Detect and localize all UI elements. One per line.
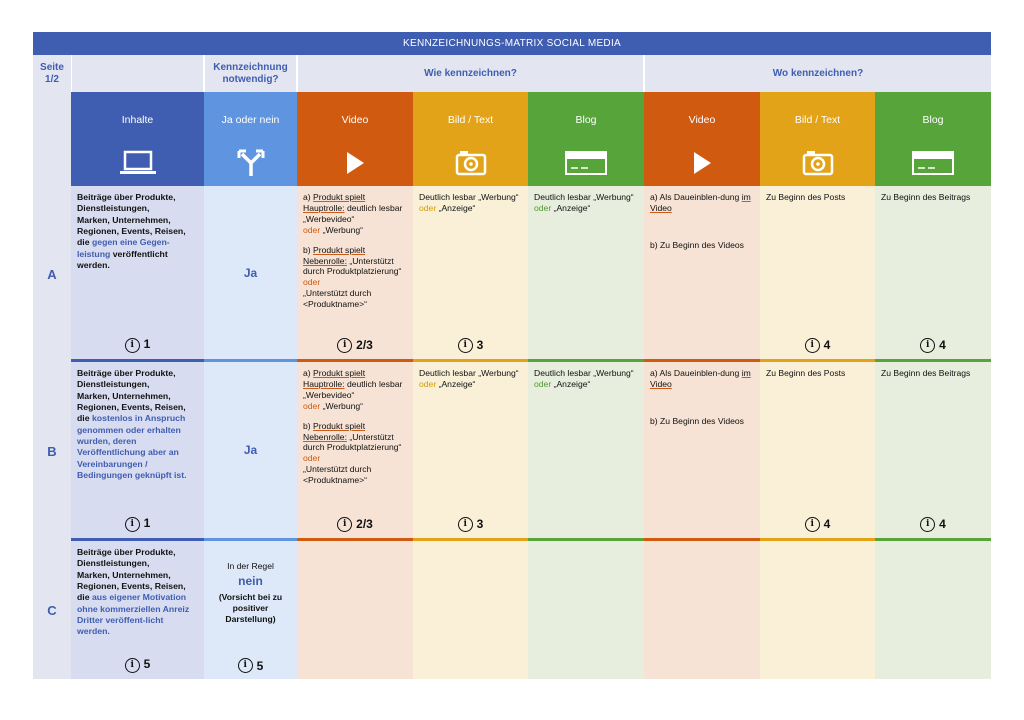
row-b-where-video-a-underlined: im Video bbox=[650, 368, 751, 389]
row-c-where-video bbox=[644, 541, 760, 679]
blog-icon bbox=[875, 148, 991, 178]
tile-where-blog bbox=[875, 92, 991, 186]
row-a-how-video-b-text: „Unterstützt durch Produktplatzierung“ bbox=[303, 255, 402, 277]
row-b-content bbox=[71, 362, 204, 541]
row-a-how-video-a-alt: „Werbung“ bbox=[320, 224, 364, 235]
row-b-content-line-2: Dienstleistungen, bbox=[77, 379, 150, 390]
row-b-where-video-a-pre: a) Als Daueinblen-dung bbox=[650, 368, 742, 378]
row-label-c: C bbox=[33, 541, 71, 679]
row-b-how-bild-note-ref: 3 bbox=[476, 516, 484, 531]
row-b-how-blog bbox=[528, 362, 644, 541]
row-b-how-bild-oder: oder bbox=[419, 378, 437, 389]
info-icon: i bbox=[125, 338, 140, 353]
row-c-content-line-3: Marken, Unternehmen, bbox=[77, 569, 171, 580]
fork-icon bbox=[204, 148, 297, 178]
row-a-where-blog-note[interactable] bbox=[875, 336, 991, 353]
info-icon: i bbox=[125, 658, 140, 673]
row-b-how-video-a-num: a) bbox=[303, 368, 314, 378]
tile-how-blog bbox=[528, 92, 644, 186]
row-a-how-bild-text: Deutlich lesbar „Werbung“ bbox=[419, 192, 519, 202]
tile-inhalte-label: Inhalte bbox=[121, 114, 154, 126]
row-a-where-blog-text: Zu Beginn des Beitrags bbox=[881, 192, 971, 202]
tile-ja-nein-label: Ja oder nein bbox=[221, 114, 280, 126]
row-c-content-highlight: aus eigener Motivation ohne kommerziellen Anreiz Dritter veröffent-licht werden. bbox=[77, 592, 190, 637]
row-a-how-video-note-ref: 2/3 bbox=[356, 337, 373, 352]
row-b-content-line-4: Regionen, Events, Reisen, bbox=[77, 401, 186, 412]
row-b-content-line-1: Beiträge über Produkte, bbox=[77, 368, 176, 378]
row-c-content-line-4: Regionen, Events, Reisen, bbox=[77, 580, 186, 591]
row-c-note[interactable] bbox=[71, 656, 204, 673]
row-c-content-line-2: Dienstleistungen, bbox=[77, 558, 150, 569]
row-b-how-video-b-num: b) bbox=[303, 420, 314, 431]
tile-where-bild-label: Bild / Text bbox=[794, 114, 841, 126]
info-icon: i bbox=[458, 517, 473, 532]
camera-icon bbox=[413, 148, 528, 178]
info-icon: i bbox=[337, 338, 352, 353]
row-c-need bbox=[204, 541, 297, 679]
info-icon: i bbox=[238, 658, 253, 673]
row-a-how-blog-text: Deutlich lesbar „Werbung“ bbox=[534, 192, 634, 202]
header-need: Kennzeichnung notwendig? bbox=[204, 55, 296, 92]
row-a-how-bild bbox=[413, 186, 528, 362]
row-a-how-video-b-oder: oder bbox=[303, 277, 321, 288]
row-b-how-video-a-text: deutlich lesbar „Werbevideo“ bbox=[303, 378, 403, 400]
row-b-where-blog-note[interactable] bbox=[875, 515, 991, 532]
row-a-how-video-b-num: b) bbox=[303, 244, 314, 255]
info-icon: i bbox=[805, 338, 820, 353]
row-c-how-video bbox=[297, 541, 413, 679]
row-label-b: B bbox=[33, 362, 71, 541]
row-c-where-bild bbox=[760, 541, 875, 679]
info-icon: i bbox=[920, 338, 935, 353]
row-a-where-bild-text: Zu Beginn des Posts bbox=[766, 192, 846, 202]
row-a-how-blog bbox=[528, 186, 644, 362]
row-a-where-video-b: b) Zu Beginn des Videos bbox=[650, 239, 744, 250]
info-icon: i bbox=[920, 517, 935, 532]
row-b-how-blog-oder: oder bbox=[534, 378, 552, 389]
row-a-how-video-a-oder: oder bbox=[303, 224, 321, 235]
row-b-how-blog-text: Deutlich lesbar „Werbung“ bbox=[534, 368, 634, 378]
row-a-how-bild-note-ref: 3 bbox=[476, 337, 484, 352]
row-a-how-bild-alt: „Anzeige“ bbox=[436, 202, 476, 213]
row-b-where-bild-note[interactable] bbox=[760, 515, 875, 532]
row-a-content-pre: die bbox=[77, 237, 92, 248]
row-c-need-value: nein bbox=[238, 574, 263, 588]
row-c-need-note[interactable] bbox=[204, 656, 297, 673]
row-a-how-blog-alt: „Anzeige“ bbox=[551, 202, 591, 213]
blog-icon bbox=[528, 148, 644, 178]
row-c-content-line-1: Beiträge über Produkte, bbox=[77, 547, 176, 557]
row-a-how-video bbox=[297, 186, 413, 362]
page-indicator: Seite 1/2 bbox=[33, 55, 71, 92]
row-a-where-bild-note-ref: 4 bbox=[823, 337, 831, 352]
row-b-where-bild bbox=[760, 362, 875, 541]
tile-where-video-label: Video bbox=[688, 114, 716, 126]
row-b-how-bild bbox=[413, 362, 528, 541]
row-c-note-ref: 5 bbox=[143, 657, 151, 672]
row-c-where-blog bbox=[875, 541, 991, 679]
row-a-how-blog-oder: oder bbox=[534, 202, 552, 213]
header-blank bbox=[71, 55, 203, 92]
row-a-where-blog bbox=[875, 186, 991, 362]
row-a-how-video-note[interactable] bbox=[297, 336, 413, 353]
tile-how-bild-label: Bild / Text bbox=[447, 114, 494, 126]
tile-how-blog-label: Blog bbox=[575, 114, 597, 126]
row-c-how-blog bbox=[528, 541, 644, 679]
row-b-how-video-a-oder: oder bbox=[303, 400, 321, 411]
row-b-content-highlight: kostenlos in Anspruch genommen oder erhalten wurden, deren Veröffentlichung aber an Vereinbarungen / Bedingungen geknüpft ist. bbox=[77, 413, 187, 480]
row-c-need-note-ref: 5 bbox=[256, 658, 264, 673]
row-a-content-line-2: Dienstleistungen, bbox=[77, 203, 150, 214]
tile-inhalte bbox=[71, 92, 204, 186]
row-b-how-blog-alt: „Anzeige“ bbox=[551, 378, 591, 389]
tile-where-video bbox=[644, 92, 760, 186]
row-a-content-post: veröffentlicht werden. bbox=[77, 248, 168, 270]
row-b-how-video-b-text: „Unterstützt durch Produktplatzierung“ bbox=[303, 431, 402, 453]
row-c-content-pre: die bbox=[77, 592, 92, 603]
row-a-how-video-b-underlined: Produkt spielt Nebenrolle: bbox=[303, 244, 366, 266]
row-a-how-video-a-underlined: Produkt spielt Hauptrolle: bbox=[303, 192, 366, 213]
row-c-how-bild bbox=[413, 541, 528, 679]
row-a-content-line-3: Marken, Unternehmen, bbox=[77, 214, 171, 225]
info-icon: i bbox=[805, 517, 820, 532]
row-b-where-blog-note-ref: 4 bbox=[939, 516, 946, 531]
row-a-where-video-a-underlined: im Video bbox=[650, 192, 751, 213]
row-b-need bbox=[204, 362, 297, 541]
row-b-note-ref: 1 bbox=[143, 516, 151, 531]
row-a-where-video bbox=[644, 186, 760, 362]
tile-how-bild bbox=[413, 92, 528, 186]
row-a-note-ref: 1 bbox=[143, 337, 151, 352]
row-a-how-video-a-num: a) bbox=[303, 192, 314, 202]
row-a-how-bild-oder: oder bbox=[419, 202, 437, 213]
row-a-note[interactable] bbox=[71, 336, 204, 353]
row-a-how-video-b-alt: „Unterstützt durch <Produktname>“ bbox=[303, 288, 372, 310]
row-b-how-video-b-alt: „Unterstützt durch <Produktname>“ bbox=[303, 464, 372, 486]
row-a-content bbox=[71, 186, 204, 362]
row-b-where-blog-text: Zu Beginn des Beitrags bbox=[881, 368, 971, 378]
info-icon: i bbox=[458, 338, 473, 353]
row-b-content-pre: die bbox=[77, 413, 92, 424]
row-a-where-video-a-pre: a) Als Daueinblen-dung bbox=[650, 192, 742, 202]
row-b-how-bild-text: Deutlich lesbar „Werbung“ bbox=[419, 368, 519, 378]
row-b-how-video-b-oder: oder bbox=[303, 453, 321, 464]
tile-how-video bbox=[297, 92, 413, 186]
row-b-note[interactable] bbox=[71, 515, 204, 532]
row-b-how-video-b-underlined: Produkt spielt Nebenrolle: bbox=[303, 420, 366, 442]
matrix-title: KENNZEICHNUNGS-MATRIX SOCIAL MEDIA bbox=[33, 32, 991, 55]
row-a-need-value: Ja bbox=[243, 265, 258, 280]
tile-where-bild bbox=[760, 92, 875, 186]
row-b-where-video-b: b) Zu Beginn des Videos bbox=[650, 415, 744, 426]
row-c-content bbox=[71, 541, 204, 679]
row-b-how-video-a-underlined: Produkt spielt Hauptrolle: bbox=[303, 368, 366, 389]
row-a-where-bild bbox=[760, 186, 875, 362]
header-how: Wie kennzeichnen? bbox=[297, 55, 643, 92]
row-b-how-bild-note[interactable] bbox=[413, 515, 528, 532]
camera-icon bbox=[760, 148, 875, 178]
header-where: Wo kennzeichnen? bbox=[644, 55, 991, 92]
tile-how-video-label: Video bbox=[341, 114, 369, 126]
info-icon: i bbox=[125, 517, 140, 532]
laptop-icon bbox=[71, 148, 204, 178]
info-icon: i bbox=[337, 517, 352, 532]
labelling-matrix bbox=[33, 32, 991, 679]
row-label-a: A bbox=[33, 186, 71, 362]
row-b-content-line-3: Marken, Unternehmen, bbox=[77, 390, 171, 401]
row-b-how-video-a-alt: „Werbung“ bbox=[320, 400, 364, 411]
row-a-where-blog-note-ref: 4 bbox=[939, 337, 946, 352]
row-b-where-blog bbox=[875, 362, 991, 541]
tile-ja-nein bbox=[204, 92, 297, 186]
row-b-how-video-note[interactable] bbox=[297, 515, 413, 532]
row-c-need-pre: In der Regel bbox=[227, 561, 274, 571]
row-a-how-video-a-text: deutlich lesbar „Werbevideo“ bbox=[303, 202, 403, 224]
row-b-need-value: Ja bbox=[243, 443, 258, 457]
row-a-how-bild-note[interactable] bbox=[413, 336, 528, 353]
row-b-how-video bbox=[297, 362, 413, 541]
tile-row-blank bbox=[33, 92, 71, 186]
row-a-content-line-4: Regionen, Events, Reisen, bbox=[77, 225, 186, 236]
row-b-how-video-note-ref: 2/3 bbox=[356, 516, 373, 531]
play-icon bbox=[644, 148, 760, 178]
row-b-how-bild-alt: „Anzeige“ bbox=[436, 378, 476, 389]
row-b-where-bild-text: Zu Beginn des Posts bbox=[766, 368, 846, 378]
row-b-where-bild-note-ref: 4 bbox=[823, 516, 831, 531]
tile-where-blog-label: Blog bbox=[922, 114, 944, 126]
row-a-where-bild-note[interactable] bbox=[760, 336, 875, 353]
row-c-need-post: (Vorsicht bei zu positiver Darstellung) bbox=[218, 592, 283, 625]
row-b-where-video bbox=[644, 362, 760, 541]
row-a-content-line-1: Beiträge über Produkte, bbox=[77, 192, 176, 202]
row-a-content-highlight: gegen eine Gegen-leistung bbox=[77, 237, 170, 259]
play-icon bbox=[297, 148, 413, 178]
row-a-need bbox=[204, 186, 297, 362]
